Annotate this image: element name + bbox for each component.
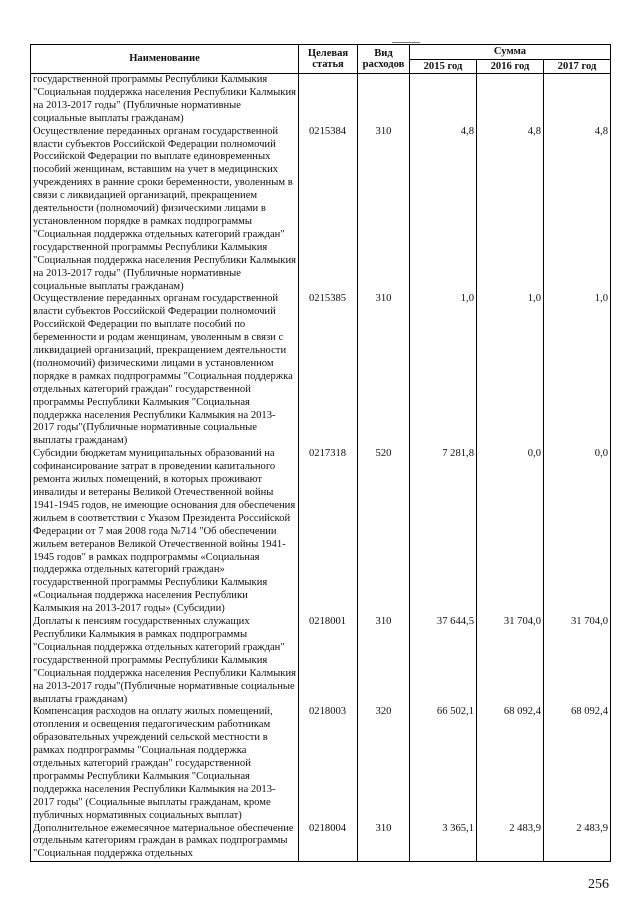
row-2015: 66 502,1 [410, 706, 477, 822]
row-name: Дополнительное ежемесячное материальное обеспечение отдельным категориям граждан в рамках подпрограммы "Социальная поддержка отдельных [31, 823, 299, 862]
row-name: Осуществление переданных органам государственной власти субъектов Российской Федерации полномочий Российской Федерации по выплате единовременных пособий женщинам, вставшим на учет в медицинских учреждениях в ранние сроки беременности, уволенным в связи с ликвидацией организаций, прекращением деятельности (полномочий) физическими лицами в установленном порядке в рамках подпрограммы "Социальная поддержка отдельных категорий граждан" государственной программы Республики Калмыкия "Социальная поддержка населения Республики Калмыкия на 2013-2017 годы" (Публичные нормативные социальные выплаты гражданам) [31, 126, 299, 294]
row-2015: 37 644,5 [410, 616, 477, 706]
row-2015: 4,8 [410, 126, 477, 294]
row-name: Доплаты к пенсиям государственных служащих Республики Калмыкия в рамках подпрограммы "Социальная поддержка отдельных категорий граждан" государственной программы Республики Калмыкия "Социальная поддержка населения Республики Калмыкия на 2013-2017 годы"(Публичные нормативные социальные выплаты гражданам) [31, 616, 299, 706]
row-type: 320 [358, 706, 410, 822]
row-2017: 31 704,0 [544, 616, 611, 706]
row-2016: 0,0 [477, 448, 544, 616]
row-2016 [477, 74, 544, 126]
row-2016: 4,8 [477, 126, 544, 294]
row-2015: 7 281,8 [410, 448, 477, 616]
header-sum: Сумма [410, 45, 611, 60]
header-row [31, 45, 611, 60]
row-type: 310 [358, 616, 410, 706]
row-2017: 2 483,9 [544, 823, 611, 862]
row-code: 0217318 [299, 448, 358, 616]
row-2017: 0,0 [544, 448, 611, 616]
budget-table [30, 44, 611, 862]
header-code: Целевая статья [299, 45, 358, 74]
row-code: 0215385 [299, 293, 358, 448]
row-code [299, 74, 358, 126]
header-year-2017: 2017 год [544, 59, 611, 74]
header-type: Вид расходов [358, 45, 410, 74]
row-2016: 1,0 [477, 293, 544, 448]
row-name: Осуществление переданных органам государственной власти субъектов Российской Федерации полномочий Российской Федерации по выплате пособий по беременности и родам женщинам, уволенным в связи с ликвидацией организаций, прекращением деятельности (полномочий) физическими лицами в установленном порядке в рамках подпрограммы "Социальная поддержка отдельных категорий граждан" государственной программы Республики Калмыкия "Социальная поддержка населения Республики Калмыкия на 2013-2017 годы"(Публичные нормативные социальные выплаты гражданам) [31, 293, 299, 448]
row-name: Субсидии бюджетам муниципальных образований на софинансирование затрат в проведении капитального ремонта жилых помещений, в которых проживают инвалиды и ветераны Великой Отечественной войны 1941-1945 годов, не имеющие основания для обеспечения жильем в соответствии с Указом Президента Российской Федерации от 7 мая 2008 года №714 "Об обеспечении жильем ветеранов Великой Отечественной войны 1941-1945 годов" в рамках подпрограммы «Социальная поддержка отдельных категорий граждан» государственной программы Республики Калмыкия «Социальная поддержка населения Республики Калмыкия на 2013-2017 годы» (Субсидии) [31, 448, 299, 616]
page-number: 256 [588, 877, 609, 892]
row-code: 0218003 [299, 706, 358, 822]
row-2016: 2 483,9 [477, 823, 544, 862]
row-2017: 4,8 [544, 126, 611, 294]
row-code: 0215384 [299, 126, 358, 294]
header-year-2016: 2016 год [477, 59, 544, 74]
row-type: 310 [358, 293, 410, 448]
row-type: 520 [358, 448, 410, 616]
table-row [31, 293, 611, 448]
row-2017: 1,0 [544, 293, 611, 448]
row-type [358, 74, 410, 126]
table-row [31, 74, 611, 126]
table-row [31, 706, 611, 822]
row-type: 310 [358, 823, 410, 862]
row-code: 0218004 [299, 823, 358, 862]
row-2017 [544, 74, 611, 126]
header-name: Наименование [31, 45, 299, 74]
table-row [31, 823, 611, 862]
header-year-2015: 2015 год [410, 59, 477, 74]
row-2015 [410, 74, 477, 126]
row-code: 0218001 [299, 616, 358, 706]
table-row [31, 448, 611, 616]
row-2016: 31 704,0 [477, 616, 544, 706]
scan-mark [392, 42, 420, 43]
row-2015: 1,0 [410, 293, 477, 448]
row-2017: 68 092,4 [544, 706, 611, 822]
row-2016: 68 092,4 [477, 706, 544, 822]
row-type: 310 [358, 126, 410, 294]
table-row [31, 126, 611, 294]
row-2015: 3 365,1 [410, 823, 477, 862]
row-name: государственной программы Республики Калмыкия "Социальная поддержка населения Республики Калмыкия на 2013-2017 годы" (Публичные нормативные социальные выплаты гражданам) [31, 74, 299, 126]
row-name: Компенсация расходов на оплату жилых помещений, отопления и освещения педагогическим работникам образовательных учреждений сельской местности в рамках подпрограммы "Социальная поддержка отдельных категорий граждан" государственной программы Республики Калмыкия "Социальная поддержка населения Республики Калмыкия на 2013-2017 годы" (Социальные выплаты гражданам, кроме публичных нормативных социальных выплат) [31, 706, 299, 822]
table-row [31, 616, 611, 706]
